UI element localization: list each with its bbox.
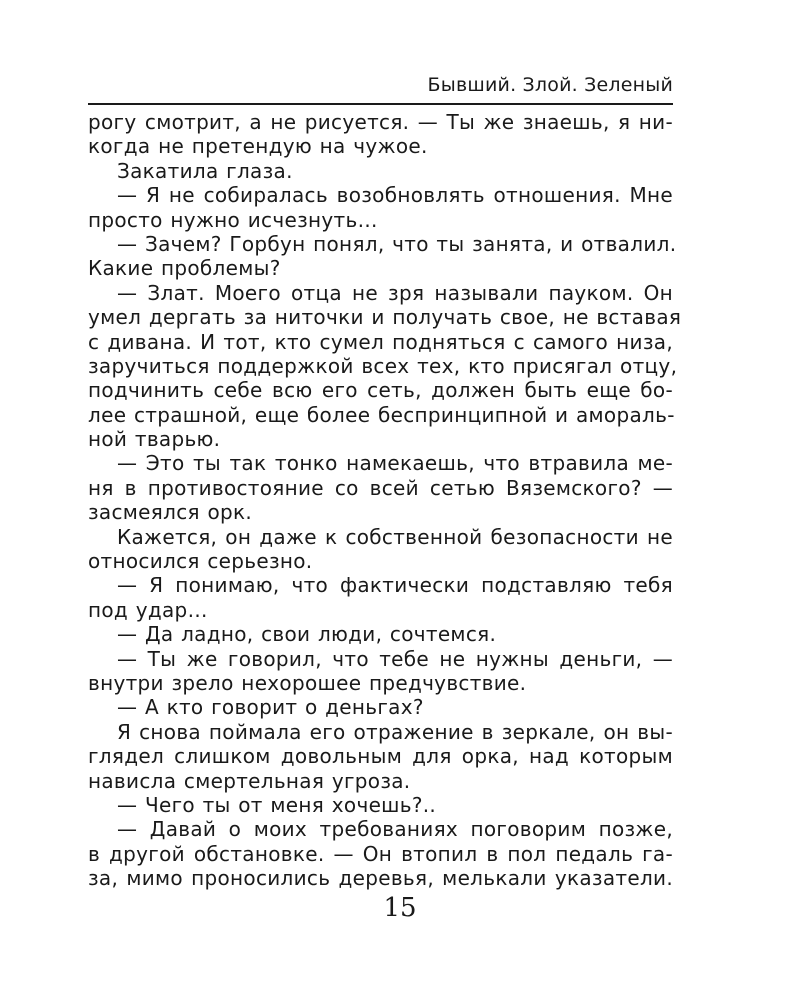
text-line: когда не претендую на чужое. <box>88 134 428 159</box>
text-line: Кажется, он даже к собственной безопасности не <box>117 524 673 549</box>
text-line: внутри зрело нехорошее предчувствие. <box>88 670 527 695</box>
text-line: просто нужно исчезнуть… <box>88 207 378 232</box>
text-line: ня в противостояние со всей сетью Вяземского? — <box>88 475 673 500</box>
text-line: лее страшной, еще более беспринципной и амораль- <box>88 402 675 427</box>
text-line: — Злат. Моего отца не зря называли пауком. Он <box>117 280 673 305</box>
body-text <box>88 110 682 891</box>
text-line: в другой обстановке. — Он втопил в пол педаль га- <box>88 841 673 866</box>
text-line: под удар… <box>88 597 208 622</box>
page-number: 15 <box>383 893 417 923</box>
text-line: глядел слишком довольным для орка, над которым <box>88 744 673 769</box>
text-line: — Ты же говорил, что тебе не нужны деньги, — <box>117 646 673 671</box>
text-line: относился серьезно. <box>88 549 313 574</box>
text-line: ной тварью. <box>88 427 221 452</box>
text-line: Какие проблемы? <box>88 256 281 281</box>
text-line: Закатила глаза. <box>117 158 293 183</box>
text-line: — Чего ты от меня хочешь?.. <box>117 792 437 817</box>
text-line: — Зачем? Горбун понял, что ты занята, и отвалил. <box>117 231 677 256</box>
header-rule <box>88 103 673 105</box>
text-line: за, мимо проносились деревья, мелькали указатели. <box>88 866 673 891</box>
text-line: — Я не собиралась возобновлять отношения. Мне <box>117 183 673 208</box>
text-line: заручиться поддержкой всех тех, кто присягал отцу, <box>88 353 678 378</box>
text-line: — Да ладно, свои люди, сочтемся. <box>117 622 497 647</box>
text-line: подчинить себе всю его сеть, должен быть еще бо- <box>88 378 673 403</box>
text-line: засмеялся орк. <box>88 500 253 525</box>
text-line: — Давай о моих требованиях поговорим позже, <box>117 817 673 842</box>
text-line: умел дергать за ниточки и получать свое, не вставая <box>88 305 682 330</box>
text-line: нависла смертельная угроза. <box>88 768 411 793</box>
text-line: рогу смотрит, а не рисуется. — Ты же знаешь, я ни- <box>88 110 673 134</box>
text-line: — Это ты так тонко намекаешь, что втравила ме- <box>117 451 673 476</box>
running-header: Бывший. Злой. Зеленый <box>427 74 673 96</box>
text-line: с дивана. И тот, кто сумел подняться с самого низа, <box>88 329 673 354</box>
text-line: Я снова поймала его отражение в зеркале, он вы- <box>117 719 673 744</box>
text-line: — Я понимаю, что фактически подставляю тебя <box>117 573 673 598</box>
text-line: — А кто говорит о деньгах? <box>117 695 424 720</box>
